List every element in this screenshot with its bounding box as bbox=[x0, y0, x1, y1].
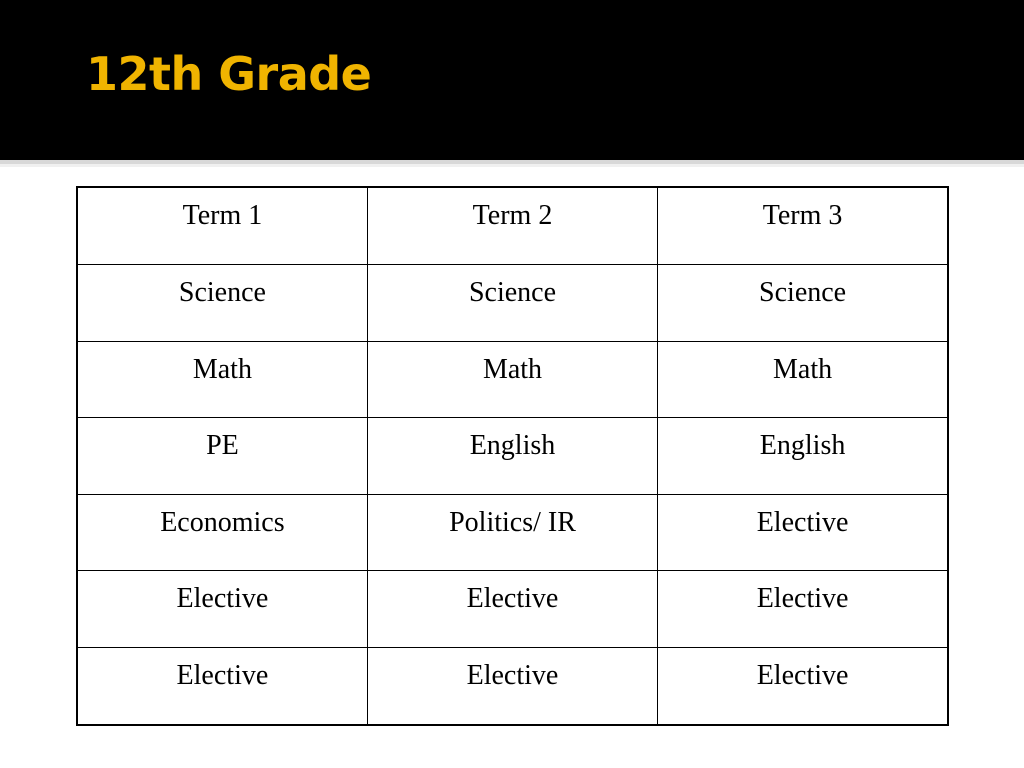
table-cell: Elective bbox=[77, 571, 367, 648]
table-row bbox=[77, 264, 948, 341]
table-cell: Elective bbox=[658, 494, 948, 571]
slide-title: 12th Grade bbox=[86, 47, 372, 101]
title-divider-shadow bbox=[0, 164, 1024, 167]
title-band bbox=[0, 0, 1024, 160]
table-cell: PE bbox=[77, 418, 367, 495]
table-cell: Science bbox=[658, 264, 948, 341]
table-cell: Math bbox=[77, 341, 367, 418]
table-cell: Elective bbox=[658, 647, 948, 725]
table-cell: Politics/ IR bbox=[367, 494, 657, 571]
schedule-table bbox=[76, 186, 949, 726]
table-cell: Elective bbox=[367, 647, 657, 725]
table-cell: Math bbox=[367, 341, 657, 418]
table-header-cell: Term 1 bbox=[77, 187, 367, 264]
table-row bbox=[77, 647, 948, 725]
table-cell: Elective bbox=[77, 647, 367, 725]
table-cell: Math bbox=[658, 341, 948, 418]
table-row bbox=[77, 494, 948, 571]
table-row bbox=[77, 418, 948, 495]
table-row bbox=[77, 341, 948, 418]
table-cell: Elective bbox=[658, 571, 948, 648]
table-cell: Science bbox=[367, 264, 657, 341]
table-header-row bbox=[77, 187, 948, 264]
table-cell: Economics bbox=[77, 494, 367, 571]
table-header-cell: Term 2 bbox=[367, 187, 657, 264]
table-cell: Elective bbox=[367, 571, 657, 648]
table-cell: English bbox=[658, 418, 948, 495]
table-cell: English bbox=[367, 418, 657, 495]
table-cell: Science bbox=[77, 264, 367, 341]
table-row bbox=[77, 571, 948, 648]
table-header-cell: Term 3 bbox=[658, 187, 948, 264]
